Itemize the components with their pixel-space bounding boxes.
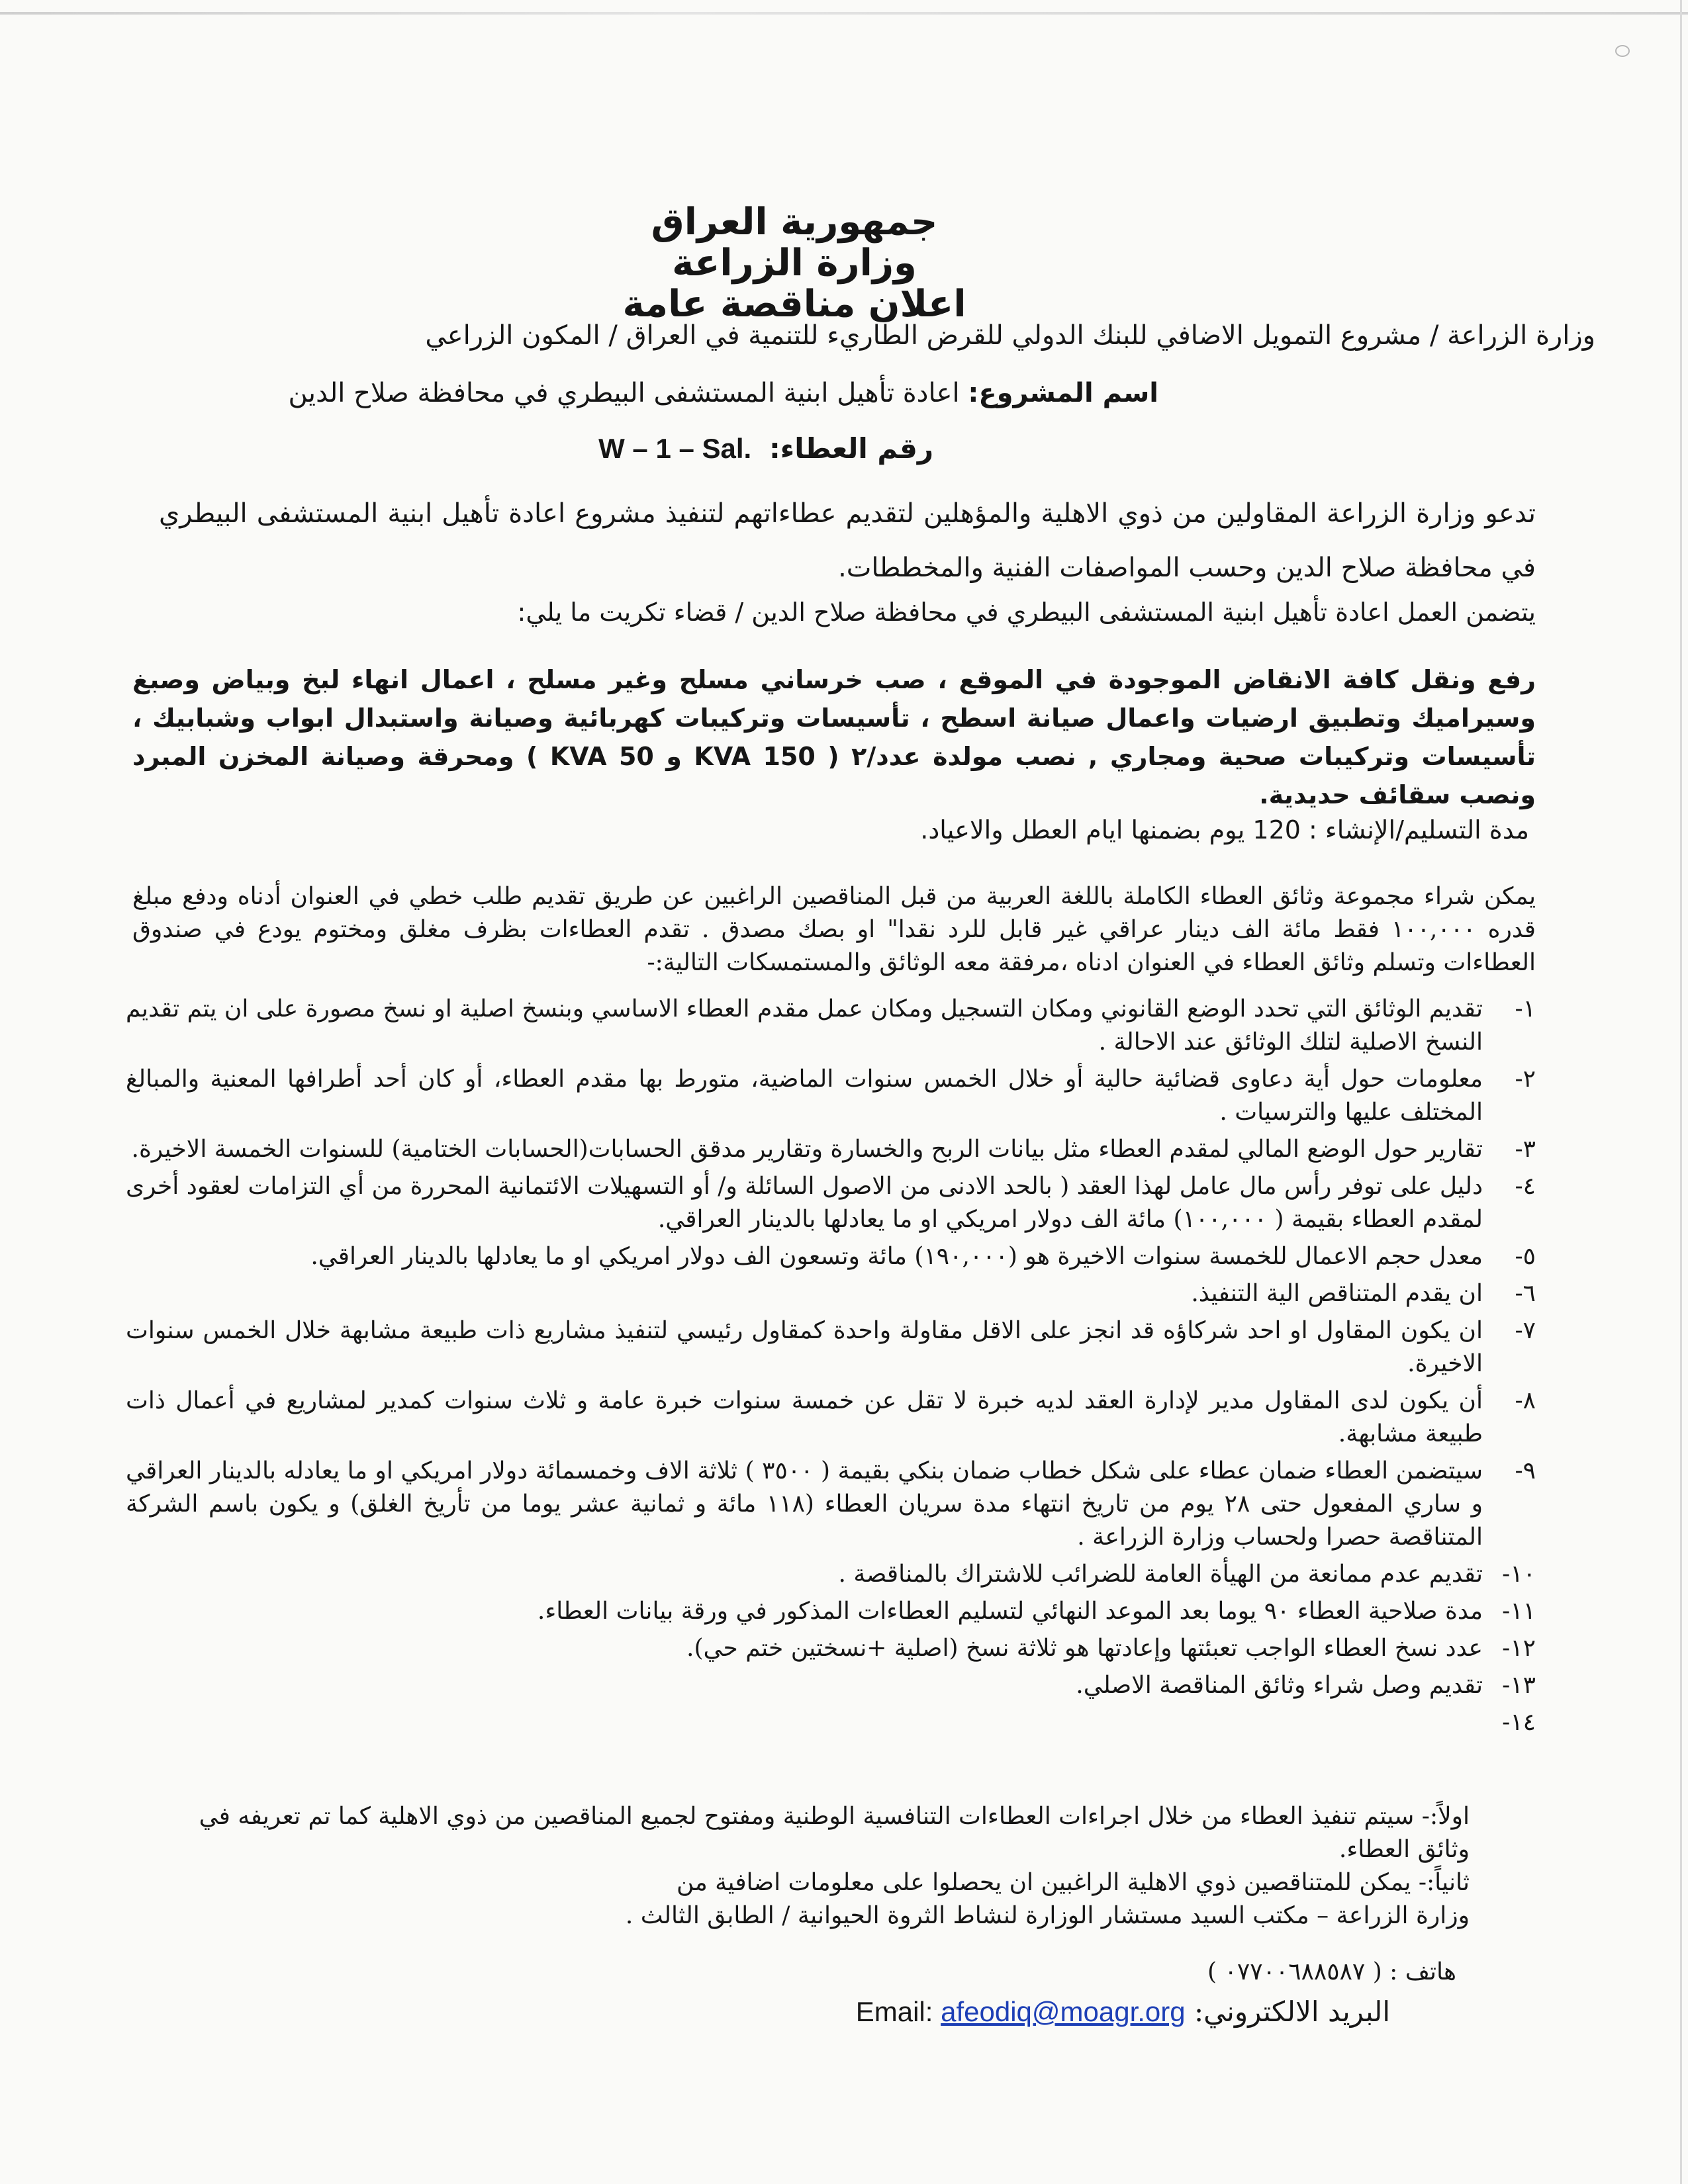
phone-number: هاتف : ( ٠٧٧٠٠٦٨٨٥٨٧ ) <box>1207 1958 1456 1985</box>
project-label: اسم المشروع: <box>968 378 1158 408</box>
delivery-period: مدة التسليم/الإنشاء : 120 يوم بضمنها ايام العطل والاعياد. <box>920 815 1529 844</box>
project-name <box>288 374 1158 412</box>
subheader: وزارة الزراعة / مشروع التمويل الاضافي للبنك الدولي للقرض الطاريء للتنمية في العراق / المكون الزراعي <box>425 320 1595 351</box>
list-item <box>126 1558 1536 1591</box>
list-item <box>126 1170 1536 1236</box>
purchase-paragraph: يمكن شراء مجموعة وثائق العطاء الكاملة باللغة العربية من قبل المناقصين الراغبين عن طريق تقديم طلب خطي في العنوان أدناه ودفع مبلغ قدره ١٠٠,٠٠٠ فقط مائة الف دينار عراقي غير قابل للرد نقدا" او بصك مصدق . تقدم العطاءات بظرف مغلق ومختوم يودع في صندوق العطاءات وتسلم وثائق العطاء في العنوان ادناه ،مرفقة معه الوثائق والمستمسكات التالية:- <box>132 883 1536 976</box>
list-item <box>126 993 1536 1059</box>
item-number: ٢- <box>1515 1066 1536 1093</box>
note-first: اولاً:- سيتم تنفيذ العطاء من خلال اجراءات العطاءات التنافسية الوطنية ومفتوح لجميع المناقصين من ذوي الاهلية كما تم تعريفه في وثائق العطاء. <box>199 1803 1470 1863</box>
requirements-list <box>126 993 1536 1743</box>
list-item <box>126 1314 1536 1381</box>
item-number: ٧- <box>1515 1317 1536 1344</box>
item-number: ٨- <box>1515 1387 1536 1414</box>
item-number: ٦- <box>1515 1280 1536 1307</box>
email-row <box>856 1992 1390 2032</box>
note-second-line1: ثانياً:- يمكن للمتناقصين ذوي الاهلية الراغبين ان يحصلوا على معلومات اضافية من <box>677 1869 1470 1896</box>
list-item <box>126 1669 1536 1702</box>
header-announcement: اعلان مناقصة عامة <box>622 283 966 326</box>
list-item <box>126 1133 1536 1166</box>
item-number: ١٠- <box>1502 1561 1536 1588</box>
item-text: دليل على توفر رأس مال عامل لهذا العقد ( بالحد الادنى من الاصول السائلة و/ أو التسهيلات الائتمانية المحررة من أي التزامات لعقود أخرى لمقدم العطاء بقيمة ( ١٠٠,٠٠٠) مائة الف دولار امريكي او ما يعادلها بالدينار العراقي. <box>126 1173 1483 1233</box>
list-item <box>126 1706 1536 1739</box>
list-item <box>126 1385 1536 1451</box>
tender-number <box>598 429 933 469</box>
scope-of-work: رفع ونقل كافة الانقاض الموجودة في الموقع ، صب خرساني مسلح وغير مسلح ، اعمال انهاء لبخ وبياض وصبغ وسيراميك وتطبيق ارضيات واعمال صيانة اسطح ، تأسيسات وتركيبات كهربائية وصيانة واستبدال ابواب وشبابيك ، تأسيسات وتركيبات صحية ومجاري , نصب مولدة عدد/٢ ( 150 KVA و 50 KVA ) ومحرقة وصيانة المخزن المبرد ونصب سقائف حديدية. <box>132 665 1536 809</box>
item-number: ٤- <box>1515 1173 1536 1200</box>
item-text: تقديم عدم ممانعة من الهيأة العامة للضرائب للاشتراك بالمناقصة . <box>838 1561 1483 1588</box>
header-ministry: وزارة الزراعة <box>672 242 917 285</box>
item-text: تقديم الوثائق التي تحدد الوضع القانوني ومكان التسجيل ومكان عمل مقدم العطاء الاساسي وبنسخ اصلية او نسخ مصورة على ان يتم تقديم النسخ الاصلية لتلك الوثائق عند الاحالة . <box>126 995 1483 1056</box>
additional-info <box>179 1800 1470 1933</box>
item-number: ١٣- <box>1502 1672 1536 1699</box>
header-country: جمهورية العراق <box>651 201 938 244</box>
email-label: البريد الالكتروني: <box>1194 1995 1390 2028</box>
item-text: ان يكون المقاول او احد شركاؤه قد انجز على الاقل مقاولة واحدة كمقاول رئيسي لتنفيذ مشاريع ذات طبيعة مشابهة خلال الخمس سنوات الاخيرة. <box>126 1317 1483 1377</box>
list-item <box>126 1063 1536 1129</box>
item-number: ١١- <box>1502 1598 1536 1625</box>
email-en-group <box>856 1996 1186 2027</box>
list-item <box>126 1240 1536 1273</box>
list-item <box>126 1632 1536 1665</box>
list-item <box>126 1595 1536 1628</box>
list-item <box>126 1455 1536 1554</box>
list-item <box>126 1277 1536 1310</box>
scan-edge-top <box>0 12 1688 15</box>
email-prefix: Email: <box>855 1996 933 2027</box>
note-second-line2: وزارة الزراعة – مكتب السيد مستشار الوزارة لنشاط الثروة الحيوانية / الطابق الثالث . <box>625 1902 1470 1929</box>
item-number: ٣- <box>1515 1136 1536 1163</box>
item-text: تقارير حول الوضع المالي لمقدم العطاء مثل بيانات الربح والخسارة وتقارير مدقق الحسابات(الحسابات الختامية) للسنوات الخمسة الاخيرة. <box>131 1136 1483 1163</box>
item-number: ٩- <box>1515 1457 1536 1484</box>
item-text <box>126 1706 1483 1739</box>
item-text: معلومات حول أية دعاوى قضائية حالية أو خلال الخمس سنوات الماضية، متورط بها مقدم العطاء، أو كان أحد أطرافها المعنية والمبالغ المختلف عليها والترسيات . <box>126 1066 1483 1126</box>
item-text: سيتضمن العطاء ضمان عطاء على شكل خطاب ضمان بنكي بقيمة ( ٣٥٠٠ ) ثلاثة الاف وخمسمائة دولار امريكي او ما يعادله بالدينار العراقي و ساري المفعول حتى ٢٨ يوم من تاريخ انتهاء مدة سريان العطاء (١١٨ مائة و ثمانية عشر يوما من تأريخ الغلق) و يكون باسم الشركة المتناقصة حصرا ولحساب وزارة الزراعة . <box>126 1457 1483 1551</box>
item-number: ١- <box>1515 995 1536 1023</box>
tender-value: W – 1 – Sal. <box>598 433 752 464</box>
item-number: ١٢- <box>1502 1635 1536 1662</box>
item-number: ٥- <box>1515 1243 1536 1270</box>
item-number: ١٤- <box>1502 1709 1536 1736</box>
tender-label: رقم العطاء: <box>769 432 933 465</box>
invitation-paragraph: تدعو وزارة الزراعة المقاولين من ذوي الاهلية والمؤهلين لتقديم عطاءاتهم لتنفيذ مشروع اعادة تأهيل ابنية المستشفى البيطري في محافظة صلاح الدين وحسب المواصفات الفنية والمخططات. <box>159 498 1536 583</box>
item-text: ان يقدم المتناقص الية التنفيذ. <box>1191 1280 1483 1307</box>
item-text: مدة صلاحية العطاء ٩٠ يوما بعد الموعد النهائي لتسليم العطاءات المذكور في ورقة بيانات العطاء. <box>537 1598 1483 1625</box>
item-text: عدد نسخ العطاء الواجب تعبئتها وإعادتها هو ثلاثة نسخ (اصلية +نسختين ختم حي). <box>686 1635 1483 1662</box>
item-text: تقديم وصل شراء وثائق المناقصة الاصلي. <box>1076 1672 1483 1699</box>
document-header <box>265 202 1324 325</box>
item-text: معدل حجم الاعمال للخمسة سنوات الاخيرة هو (١٩٠,٠٠٠) مائة وتسعون الف دولار امريكي او ما يعادلها بالدينار العراقي. <box>310 1243 1483 1270</box>
scan-edge-right <box>1680 0 1682 2184</box>
item-text: أن يكون لدى المقاول مدير لإدارة العقد لديه خبرة لا تقل عن خمسة سنوات خبرة عامة و ثلاث سنوات كمدير لمشاريع في أعمال ذات طبيعة مشابهة. <box>126 1387 1483 1447</box>
project-value: اعادة تأهيل ابنية المستشفى البيطري في محافظة صلاح الدين <box>288 378 968 408</box>
scan-mark <box>1615 45 1630 57</box>
email-link[interactable]: afeodiq@moagr.org <box>941 1996 1186 2027</box>
scope-intro: يتضمن العمل اعادة تأهيل ابنية المستشفى البيطري في محافظة صلاح الدين / قضاء تكريت ما يلي: <box>517 598 1536 627</box>
